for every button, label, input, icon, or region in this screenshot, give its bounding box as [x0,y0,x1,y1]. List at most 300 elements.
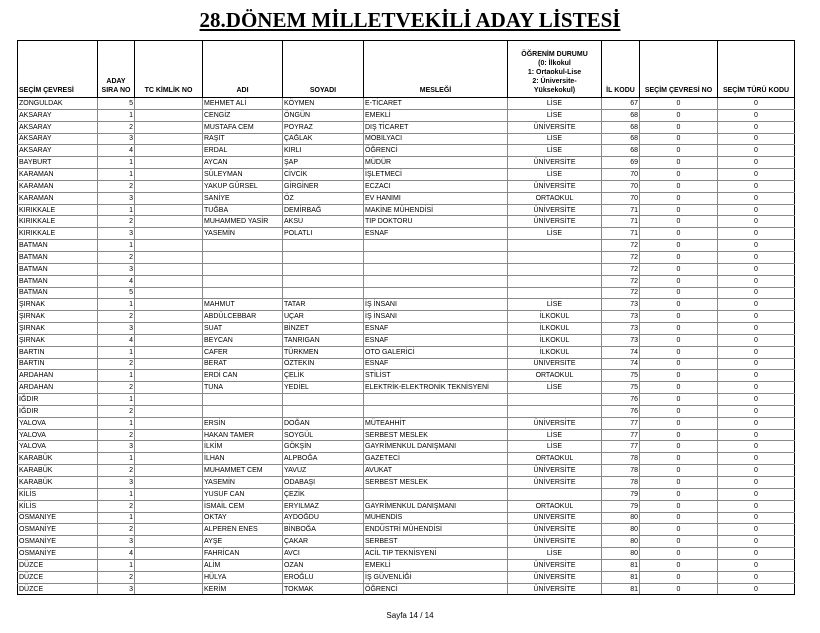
tc-kimlik-no-cell [135,524,203,536]
table-row [18,334,795,346]
meslegi-cell: ESNAF [364,228,508,240]
adi-cell: BEYCAN [203,334,283,346]
secim-cevresi-no-cell: 0 [640,145,718,157]
tc-kimlik-no-cell [135,311,203,323]
table-row [18,370,795,382]
table-row [18,583,795,595]
secim-cevresi-cell: IĞDIR [18,405,98,417]
ogrenim-durumu-cell: ÜNİVERSİTE [508,157,602,169]
meslegi-cell: OTO GALERİCİ [364,346,508,358]
secim-cevresi-cell: BARTIN [18,346,98,358]
secim-cevresi-cell: ARDAHAN [18,382,98,394]
secim-turu-kodu-cell: 0 [718,145,795,157]
soyadi-cell: YAVUZ [283,465,364,477]
table-row [18,192,795,204]
ogrenim-durumu-cell: LİSE [508,169,602,181]
aday-sira-no-cell: 1 [98,157,135,169]
secim-turu-kodu-cell: 0 [718,169,795,181]
secim-cevresi-cell: OSMANİYE [18,512,98,524]
adi-cell: SUAT [203,323,283,335]
ogrenim-durumu-cell: LİSE [508,228,602,240]
tc-kimlik-no-cell [135,334,203,346]
table-row [18,512,795,524]
secim-cevresi-no-cell: 0 [640,500,718,512]
adi-cell: FAHRİCAN [203,548,283,560]
aday-sira-no-cell: 2 [98,180,135,192]
il-kodu-cell: 80 [602,512,640,524]
soyadi-cell: DEMİRBAĞ [283,204,364,216]
il-kodu-cell: 70 [602,192,640,204]
meslegi-cell: İŞ GÜVENLİĞİ [364,571,508,583]
secim-cevresi-no-cell: 0 [640,477,718,489]
table-row [18,536,795,548]
aday-sira-no-cell: 1 [98,109,135,121]
table-row [18,358,795,370]
meslegi-cell: ENDÜSTRİ MÜHENDİSİ [364,524,508,536]
tc-kimlik-no-cell [135,263,203,275]
tc-kimlik-no-cell [135,145,203,157]
secim-cevresi-no-cell: 0 [640,441,718,453]
secim-turu-kodu-cell: 0 [718,311,795,323]
aday-sira-no-cell: 2 [98,405,135,417]
il-kodu-cell: 80 [602,524,640,536]
soyadi-cell [283,240,364,252]
aday-sira-no-cell: 1 [98,204,135,216]
soyadi-cell [283,251,364,263]
ogrenim-durumu-cell: ÜNİVERSİTE [508,536,602,548]
soyadi-cell: ÖZTEKİN [283,358,364,370]
table-row [18,441,795,453]
meslegi-cell: GAYRİMENKUL DANIŞMANI [364,441,508,453]
meslegi-cell: ESNAF [364,323,508,335]
tc-kimlik-no-cell [135,192,203,204]
il-kodu-cell: 78 [602,453,640,465]
secim-cevresi-no-cell: 0 [640,263,718,275]
aday-sira-no-cell: 1 [98,299,135,311]
il-kodu-cell: 71 [602,228,640,240]
soyadi-cell: TANRIGAN [283,334,364,346]
aday-sira-no-cell: 2 [98,216,135,228]
secim-turu-kodu-cell: 0 [718,524,795,536]
soyadi-cell: KIRLI [283,145,364,157]
table-row [18,204,795,216]
meslegi-cell: MÜDÜR [364,157,508,169]
secim-turu-kodu-cell: 0 [718,263,795,275]
secim-cevresi-cell: KARABÜK [18,477,98,489]
il-kodu-cell: 79 [602,488,640,500]
table-row [18,299,795,311]
aday-sira-no-cell: 4 [98,334,135,346]
adi-cell: HÜLYA [203,571,283,583]
il-kodu-cell: 73 [602,311,640,323]
ogrenim-durumu-cell: ORTAOKUL [508,370,602,382]
adi-cell: ALİM [203,559,283,571]
tc-kimlik-no-cell [135,240,203,252]
secim-cevresi-cell: BATMAN [18,263,98,275]
secim-cevresi-no-cell: 0 [640,311,718,323]
soyadi-cell [283,394,364,406]
table-row [18,323,795,335]
tc-kimlik-no-cell [135,275,203,287]
table-row [18,98,795,110]
meslegi-cell: MÜHENDİS [364,512,508,524]
adi-cell [203,251,283,263]
meslegi-cell: GAZETECİ [364,453,508,465]
aday-sira-no-cell: 3 [98,133,135,145]
ogrenim-durumu-cell: İLKOKUL [508,346,602,358]
soyadi-cell: OZAN [283,559,364,571]
secim-cevresi-no-cell: 0 [640,121,718,133]
soyadi-cell: ALPBOĞA [283,453,364,465]
secim-cevresi-no-cell: 0 [640,512,718,524]
secim-turu-kodu-cell: 0 [718,382,795,394]
aday-sira-no-cell: 1 [98,488,135,500]
secim-turu-kodu-cell: 0 [718,500,795,512]
adi-cell: ALPEREN ENES [203,524,283,536]
il-kodu-cell: 68 [602,109,640,121]
ogrenim-durumu-cell: LİSE [508,145,602,157]
adi-cell: İLHAN [203,453,283,465]
adi-cell [203,263,283,275]
secim-turu-kodu-cell: 0 [718,405,795,417]
secim-cevresi-cell: BATMAN [18,287,98,299]
adi-cell: ERSİN [203,417,283,429]
meslegi-cell: EMEKLİ [364,559,508,571]
table-row [18,417,795,429]
adi-cell [203,240,283,252]
il-kodu-cell: 72 [602,240,640,252]
meslegi-cell [364,240,508,252]
secim-cevresi-no-cell: 0 [640,192,718,204]
il-kodu-cell: 68 [602,145,640,157]
ogrenim-durumu-cell: ÜNİVERSİTE [508,465,602,477]
tc-kimlik-no-cell [135,133,203,145]
aday-sira-no-cell: 5 [98,287,135,299]
meslegi-cell [364,275,508,287]
aday-sira-no-cell: 1 [98,169,135,181]
col-header-secim-cevresi-no: SEÇİM ÇEVRESİ NO [640,41,718,98]
ogrenim-durumu-cell: İLKOKUL [508,311,602,323]
table-row [18,180,795,192]
il-kodu-cell: 72 [602,251,640,263]
aday-sira-no-cell: 3 [98,536,135,548]
soyadi-cell: ÇAKAR [283,536,364,548]
il-kodu-cell: 74 [602,358,640,370]
meslegi-cell: ECZACI [364,180,508,192]
secim-cevresi-no-cell: 0 [640,358,718,370]
soyadi-cell: ÇAĞLAK [283,133,364,145]
tc-kimlik-no-cell [135,571,203,583]
il-kodu-cell: 77 [602,441,640,453]
secim-turu-kodu-cell: 0 [718,417,795,429]
table-row [18,145,795,157]
il-kodu-cell: 67 [602,98,640,110]
secim-cevresi-no-cell: 0 [640,405,718,417]
table-row [18,488,795,500]
secim-turu-kodu-cell: 0 [718,477,795,489]
adi-cell [203,394,283,406]
col-header-ogrenim-durumu: ÖĞRENİM DURUMU (0: İlkokul 1: Ortaokul-Lise 2: Üniversite- Yüksekokul) [508,41,602,98]
secim-cevresi-cell: OSMANİYE [18,548,98,560]
secim-turu-kodu-cell: 0 [718,287,795,299]
aday-sira-no-cell: 3 [98,263,135,275]
aday-sira-no-cell: 2 [98,429,135,441]
adi-cell [203,275,283,287]
ogrenim-durumu-cell [508,275,602,287]
meslegi-cell: EV HANIMI [364,192,508,204]
il-kodu-cell: 76 [602,394,640,406]
adi-cell: SANİYE [203,192,283,204]
page-title: 28.DÖNEM MİLLETVEKİLİ ADAY LİSTESİ [199,8,621,32]
meslegi-cell: ESNAF [364,358,508,370]
adi-cell: TUĞBA [203,204,283,216]
secim-cevresi-cell: BATMAN [18,275,98,287]
col-header-adi: ADI [203,41,283,98]
il-kodu-cell: 72 [602,263,640,275]
il-kodu-cell: 70 [602,169,640,181]
ogrenim-durumu-cell: ORTAOKUL [508,500,602,512]
secim-turu-kodu-cell: 0 [718,240,795,252]
aday-sira-no-cell: 4 [98,275,135,287]
secim-cevresi-cell: ZONGULDAK [18,98,98,110]
tc-kimlik-no-cell [135,465,203,477]
meslegi-cell: SERBEST MESLEK [364,429,508,441]
aday-sira-no-cell: 2 [98,358,135,370]
adi-cell: CENGİZ [203,109,283,121]
soyadi-cell: GİRGİNER [283,180,364,192]
adi-cell: YAKUP GÜRSEL [203,180,283,192]
secim-cevresi-cell: KİLİS [18,500,98,512]
secim-cevresi-cell: IĞDIR [18,394,98,406]
secim-turu-kodu-cell: 0 [718,334,795,346]
secim-turu-kodu-cell: 0 [718,121,795,133]
tc-kimlik-no-cell [135,548,203,560]
tc-kimlik-no-cell [135,121,203,133]
adi-cell [203,287,283,299]
ogrenim-durumu-cell: LİSE [508,133,602,145]
adi-cell: MUHAMMED YASİR [203,216,283,228]
secim-cevresi-cell: YALOVA [18,417,98,429]
secim-cevresi-cell: BAYBURT [18,157,98,169]
secim-cevresi-no-cell: 0 [640,429,718,441]
meslegi-cell: AVUKAT [364,465,508,477]
il-kodu-cell: 68 [602,133,640,145]
secim-turu-kodu-cell: 0 [718,536,795,548]
adi-cell: MUHAMMET CEM [203,465,283,477]
soyadi-cell: TÜRKMEN [283,346,364,358]
ogrenim-durumu-cell [508,263,602,275]
secim-cevresi-cell: ŞIRNAK [18,299,98,311]
soyadi-cell: YEDİEL [283,382,364,394]
table-row [18,477,795,489]
secim-cevresi-cell: BATMAN [18,251,98,263]
table-row [18,548,795,560]
aday-sira-no-cell: 2 [98,465,135,477]
secim-cevresi-cell: ŞIRNAK [18,334,98,346]
secim-turu-kodu-cell: 0 [718,512,795,524]
ogrenim-durumu-cell: ÜNİVERSİTE [508,512,602,524]
adi-cell: SÜLEYMAN [203,169,283,181]
table-row [18,287,795,299]
meslegi-cell: TIP DOKTORU [364,216,508,228]
aday-sira-no-cell: 2 [98,311,135,323]
secim-cevresi-no-cell: 0 [640,465,718,477]
table-row [18,109,795,121]
aday-sira-no-cell: 2 [98,382,135,394]
col-header-soyadi: SOYADI [283,41,364,98]
soyadi-cell: KÖYMEN [283,98,364,110]
secim-cevresi-cell: KARAMAN [18,180,98,192]
ogrenim-durumu-cell [508,488,602,500]
adi-cell: ABDÜLCEBBAR [203,311,283,323]
soyadi-cell: EROĞLU [283,571,364,583]
secim-cevresi-no-cell: 0 [640,382,718,394]
ogrenim-durumu-cell [508,240,602,252]
secim-cevresi-cell: DÜZCE [18,571,98,583]
adi-cell: AYŞE [203,536,283,548]
ogrenim-durumu-cell: ÜNİVERSİTE [508,583,602,595]
ogrenim-durumu-cell: ÜNİVERSİTE [508,477,602,489]
ogrenim-durumu-cell: ÜNİVERSİTE [508,559,602,571]
candidate-table [17,40,795,595]
secim-cevresi-cell: ŞIRNAK [18,323,98,335]
tc-kimlik-no-cell [135,370,203,382]
soyadi-cell: CİVCİK [283,169,364,181]
tc-kimlik-no-cell [135,287,203,299]
aday-sira-no-cell: 2 [98,121,135,133]
aday-sira-no-cell: 1 [98,559,135,571]
meslegi-cell: SERBEST MESLEK [364,477,508,489]
secim-cevresi-cell: OSMANİYE [18,524,98,536]
secim-cevresi-no-cell: 0 [640,394,718,406]
secim-cevresi-no-cell: 0 [640,488,718,500]
soyadi-cell [283,405,364,417]
soyadi-cell: BİNZET [283,323,364,335]
table-row [18,169,795,181]
secim-turu-kodu-cell: 0 [718,275,795,287]
tc-kimlik-no-cell [135,417,203,429]
ogrenim-durumu-cell [508,287,602,299]
secim-cevresi-cell: AKSARAY [18,109,98,121]
col-header-secim-turu-kodu: SEÇİM TÜRÜ KODU [718,41,795,98]
meslegi-cell: ÖĞRENCİ [364,583,508,595]
secim-cevresi-cell: KARAMAN [18,169,98,181]
meslegi-cell: STİLİST [364,370,508,382]
ogrenim-durumu-cell: ÜNİVERSİTE [508,180,602,192]
secim-turu-kodu-cell: 0 [718,323,795,335]
tc-kimlik-no-cell [135,204,203,216]
secim-cevresi-no-cell: 0 [640,346,718,358]
table-row [18,453,795,465]
secim-cevresi-cell: YALOVA [18,441,98,453]
soyadi-cell: POYRAZ [283,121,364,133]
secim-cevresi-no-cell: 0 [640,275,718,287]
aday-sira-no-cell: 1 [98,512,135,524]
meslegi-cell: İŞLETMECİ [364,169,508,181]
tc-kimlik-no-cell [135,228,203,240]
aday-sira-no-cell: 1 [98,370,135,382]
adi-cell: BERAT [203,358,283,370]
adi-cell [203,405,283,417]
tc-kimlik-no-cell [135,453,203,465]
meslegi-cell: İŞ İNSANI [364,299,508,311]
tc-kimlik-no-cell [135,512,203,524]
aday-sira-no-cell: 3 [98,477,135,489]
secim-cevresi-cell: YALOVA [18,429,98,441]
secim-cevresi-no-cell: 0 [640,583,718,595]
table-row [18,228,795,240]
secim-turu-kodu-cell: 0 [718,571,795,583]
secim-turu-kodu-cell: 0 [718,216,795,228]
secim-cevresi-no-cell: 0 [640,98,718,110]
tc-kimlik-no-cell [135,157,203,169]
secim-cevresi-no-cell: 0 [640,334,718,346]
soyadi-cell: ÇEZİK [283,488,364,500]
secim-cevresi-no-cell: 0 [640,370,718,382]
il-kodu-cell: 72 [602,287,640,299]
soyadi-cell: TATAR [283,299,364,311]
soyadi-cell: SOYGÜL [283,429,364,441]
secim-cevresi-cell: KIRIKKALE [18,228,98,240]
tc-kimlik-no-cell [135,109,203,121]
il-kodu-cell: 78 [602,477,640,489]
secim-cevresi-no-cell: 0 [640,559,718,571]
meslegi-cell: GAYRİMENKUL DANIŞMANI [364,500,508,512]
il-kodu-cell: 73 [602,323,640,335]
ogrenim-durumu-cell: ORTAOKUL [508,192,602,204]
table-row [18,263,795,275]
secim-turu-kodu-cell: 0 [718,192,795,204]
tc-kimlik-no-cell [135,251,203,263]
soyadi-cell [283,287,364,299]
col-header-secim-cevresi: SEÇİM ÇEVRESİ [18,41,98,98]
aday-sira-no-cell: 1 [98,346,135,358]
table-row [18,133,795,145]
secim-turu-kodu-cell: 0 [718,394,795,406]
ogrenim-durumu-cell: LİSE [508,98,602,110]
secim-cevresi-no-cell: 0 [640,524,718,536]
ogrenim-durumu-cell: ÜNİVERSİTE [508,358,602,370]
ogrenim-durumu-cell: ÜNİVERSİTE [508,524,602,536]
adi-cell: YASEMİN [203,228,283,240]
secim-turu-kodu-cell: 0 [718,583,795,595]
secim-cevresi-no-cell: 0 [640,453,718,465]
meslegi-cell: ACİL TIP TEKNİSYENİ [364,548,508,560]
col-header-tc-kimlik-no: TC KİMLİK NO [135,41,203,98]
secim-cevresi-no-cell: 0 [640,240,718,252]
aday-sira-no-cell: 4 [98,145,135,157]
col-header-aday-sira-no: ADAY SIRA NO [98,41,135,98]
il-kodu-cell: 79 [602,500,640,512]
aday-sira-no-cell: 1 [98,417,135,429]
meslegi-cell [364,251,508,263]
secim-turu-kodu-cell: 0 [718,251,795,263]
secim-cevresi-no-cell: 0 [640,204,718,216]
meslegi-cell: ELEKTRİK-ELEKTRONİK TEKNİSYENİ [364,382,508,394]
il-kodu-cell: 75 [602,382,640,394]
table-row [18,311,795,323]
aday-sira-no-cell: 1 [98,453,135,465]
tc-kimlik-no-cell [135,346,203,358]
il-kodu-cell: 80 [602,536,640,548]
ogrenim-durumu-cell: ÜNİVERSİTE [508,216,602,228]
il-kodu-cell: 78 [602,465,640,477]
tc-kimlik-no-cell [135,323,203,335]
il-kodu-cell: 73 [602,334,640,346]
header-row [18,41,795,98]
secim-turu-kodu-cell: 0 [718,98,795,110]
secim-cevresi-no-cell: 0 [640,417,718,429]
